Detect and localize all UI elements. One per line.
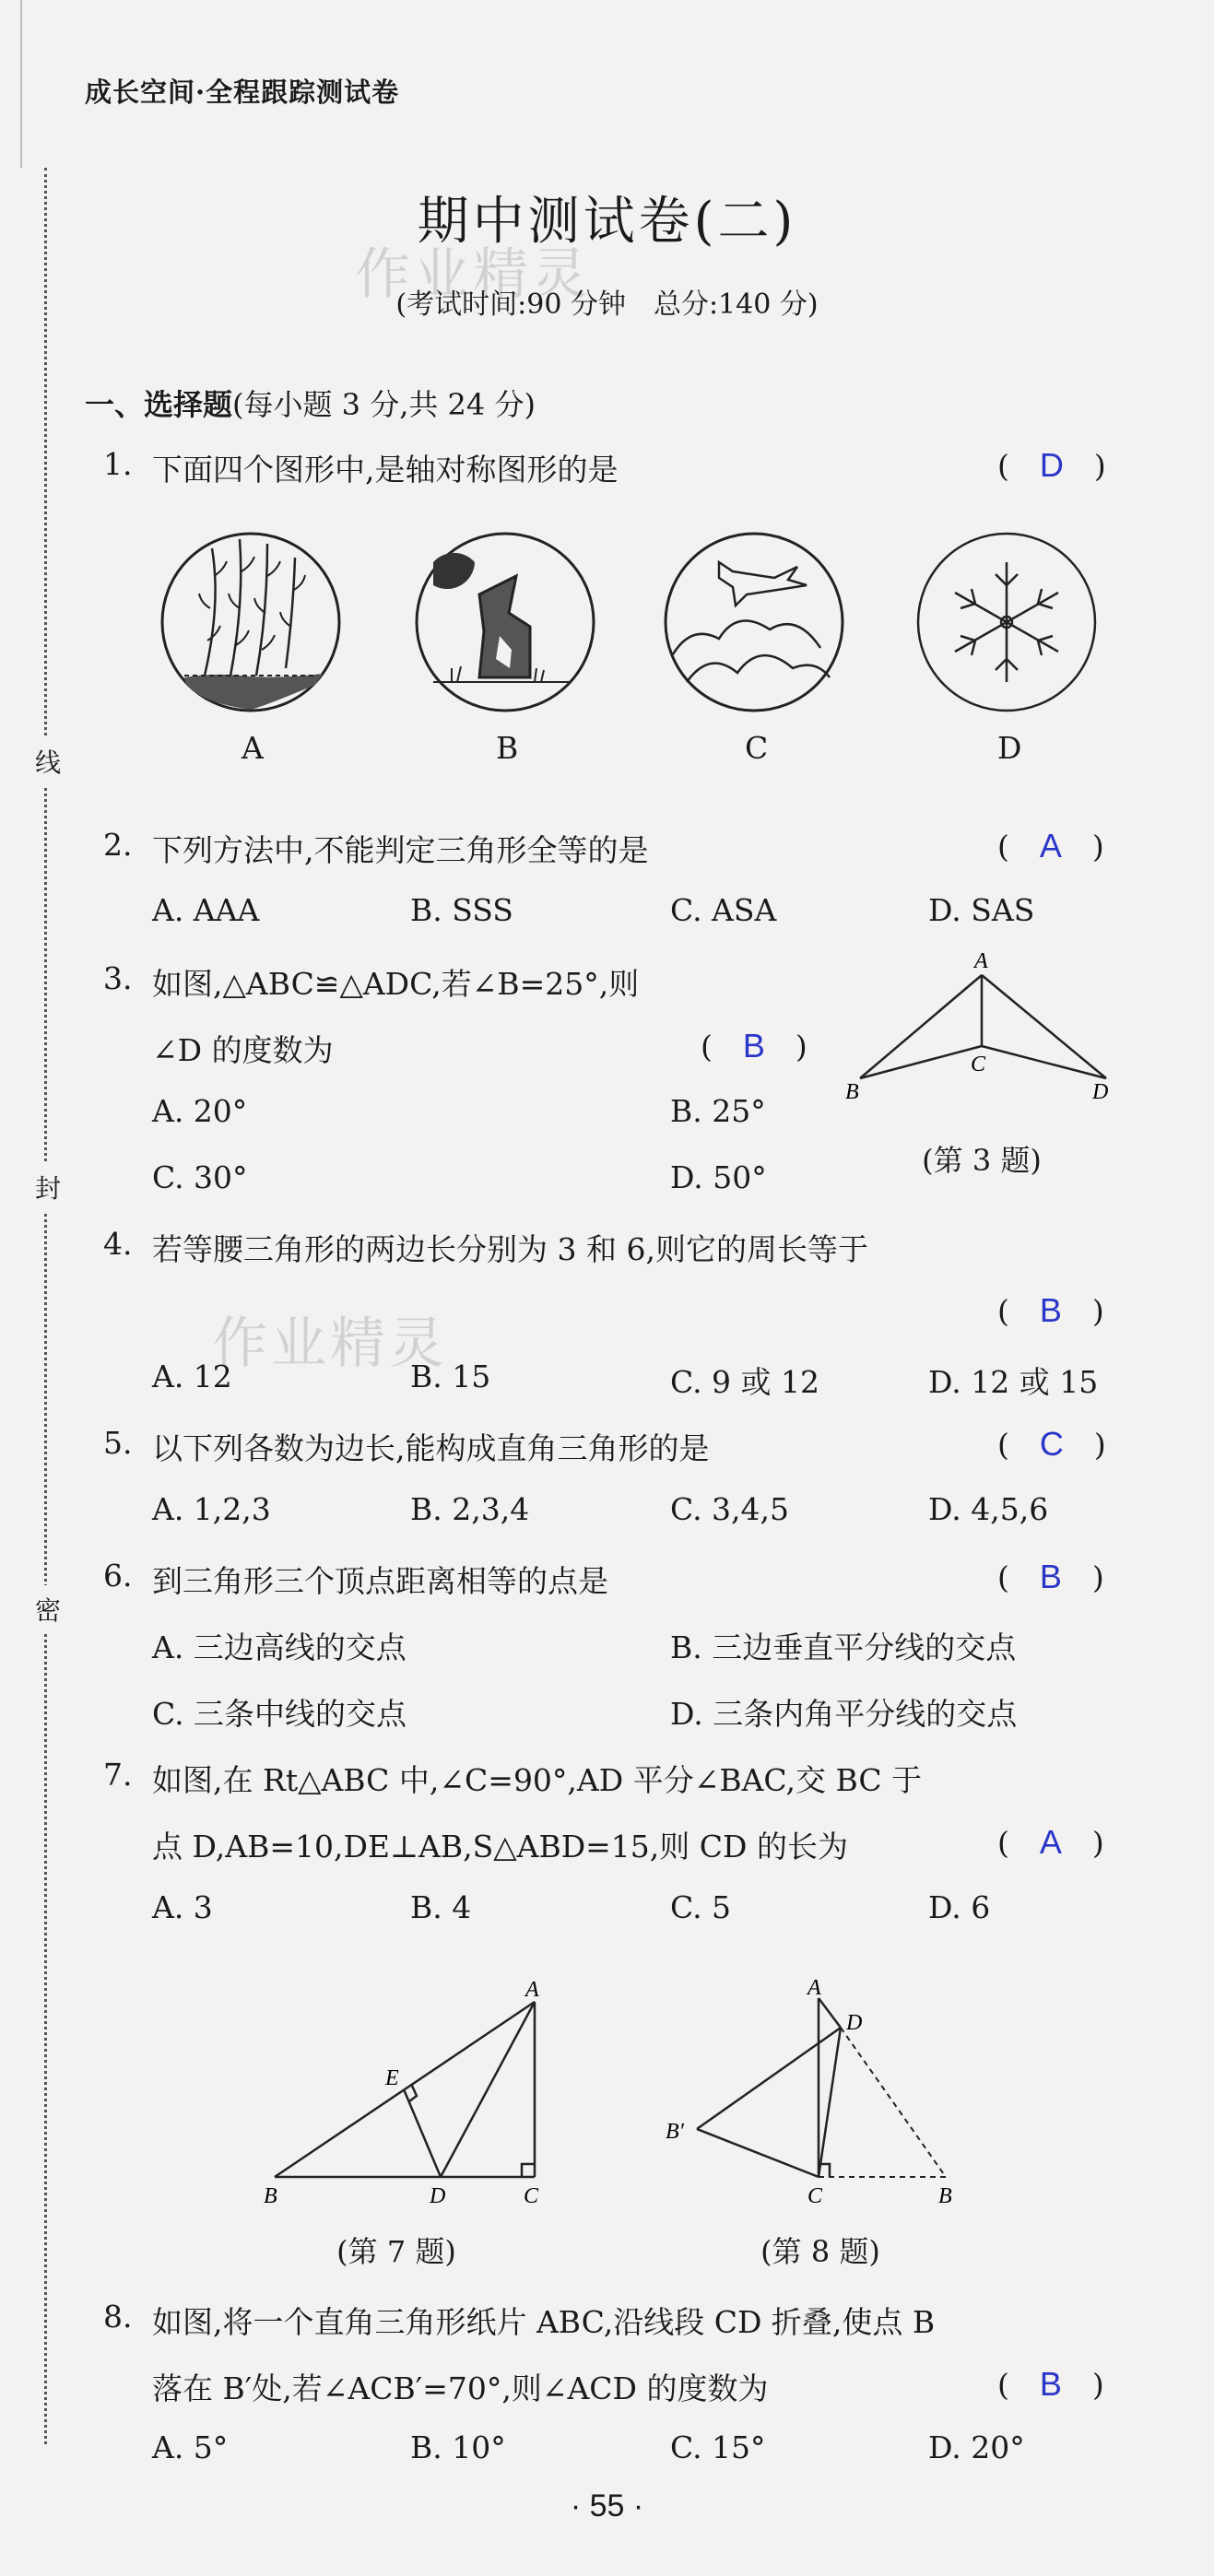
section-name: 一、选择题	[85, 387, 233, 422]
figure-b-house	[417, 534, 594, 711]
fig7-label-a: A	[525, 1978, 539, 2002]
q6-option-c: C. 三条中线的交点	[152, 1696, 407, 1732]
question-8-text-line1: 如图,将一个直角三角形纸片 ABC,沿线段 CD 折叠,使点 B	[152, 2304, 936, 2340]
section-heading	[85, 382, 536, 424]
q7-option-a: A. 3	[152, 1889, 213, 1925]
fig3-label-b: B	[845, 1080, 859, 1104]
fig3-label-a: A	[974, 949, 988, 973]
q8-option-b: B. 10°	[410, 2429, 506, 2465]
side-label-line: 线	[35, 737, 61, 785]
question-6-text: 到三角形三个顶点距离相等的点是	[152, 1563, 608, 1599]
fig7-label-c: C	[524, 2184, 539, 2208]
q1-option-c: C	[745, 730, 769, 766]
q7-figure	[249, 1972, 562, 2212]
exam-info: (考试时间:90 分钟 总分:140 分)	[395, 288, 819, 321]
question-2-answer: ( A )	[997, 827, 1104, 865]
figure-c-plane	[666, 534, 843, 711]
q4-option-c: C. 9 或 12	[670, 1364, 820, 1400]
q2-option-c: C. ASA	[670, 892, 777, 928]
question-2-text: 下列方法中,不能判定三角形全等的是	[152, 832, 649, 868]
question-8-number: 8.	[103, 2299, 133, 2335]
watermark-2: 作业精灵	[212, 1312, 448, 1374]
cut-line	[44, 168, 47, 2444]
fig8-label-c: C	[807, 2184, 823, 2208]
page-title: 期中测试卷(二)	[417, 192, 797, 252]
q7-option-c: C. 5	[670, 1889, 732, 1925]
answer-letter: B	[742, 1027, 765, 1065]
q7-option-d: D. 6	[928, 1889, 991, 1925]
q8-figure-caption: (第 8 题)	[760, 2234, 880, 2269]
fig7-label-e: E	[385, 2066, 399, 2090]
q8-option-a: A. 5°	[152, 2429, 229, 2465]
question-6-number: 6.	[103, 1558, 133, 1594]
question-6-answer: ( B )	[997, 1558, 1104, 1595]
question-3-text-line1: 如图,△ABC≌△ADC,若∠B=25°,则	[152, 966, 640, 1002]
question-7-answer: ( A )	[997, 1823, 1104, 1861]
fig3-label-d: D	[1092, 1080, 1109, 1104]
q5-option-b: B. 2,3,4	[410, 1491, 530, 1527]
q4-option-a: A. 12	[152, 1359, 232, 1394]
fig7-label-d: D	[430, 2184, 446, 2208]
binding-edge	[20, 0, 28, 168]
answer-letter: B	[1039, 1558, 1062, 1595]
q4-option-d: D. 12 或 15	[928, 1364, 1099, 1400]
answer-letter: A	[1039, 827, 1062, 865]
question-8-text-line2: 落在 B′处,若∠ACB′=70°,则∠ACD 的度数为	[152, 2370, 769, 2406]
question-1-number: 1.	[103, 446, 133, 482]
question-2-number: 2.	[103, 827, 133, 863]
q7-figure-caption: (第 7 题)	[336, 2234, 456, 2269]
answer-letter: B	[1039, 2365, 1062, 2403]
question-3-text-line2: ∠D 的度数为	[152, 1032, 334, 1068]
section-note: (每小题 3 分,共 24 分)	[232, 387, 536, 422]
q3-figure	[834, 940, 1129, 1124]
question-1-answer: ( D )	[997, 446, 1106, 484]
q3-option-d: D. 50°	[670, 1159, 767, 1195]
series-header: 成长空间·全程跟踪测试卷	[85, 76, 400, 108]
question-8-answer: ( B )	[997, 2365, 1104, 2403]
fig8-label-bprime: B′	[666, 2120, 684, 2144]
q6-option-a: A. 三边高线的交点	[152, 1629, 407, 1665]
q7-option-b: B. 4	[410, 1889, 472, 1925]
question-5-text: 以下列各数为边长,能构成直角三角形的是	[152, 1430, 710, 1466]
question-5-answer: ( C )	[997, 1425, 1106, 1463]
answer-letter: D	[1039, 446, 1064, 484]
q4-option-b: B. 15	[410, 1359, 491, 1394]
fig3-label-c: C	[971, 1053, 986, 1076]
question-1-text: 下面四个图形中,是轴对称图形的是	[152, 452, 619, 488]
watermark: 作业精灵	[355, 243, 591, 305]
side-label-seal: 封	[35, 1163, 61, 1211]
q2-option-d: D. SAS	[928, 892, 1035, 928]
answer-letter: B	[1039, 1291, 1062, 1329]
answer-letter: A	[1039, 1823, 1062, 1861]
q8-option-d: D. 20°	[928, 2429, 1025, 2465]
q1-option-a: A	[242, 730, 264, 766]
q2-option-b: B. SSS	[410, 892, 513, 928]
q1-option-d: D	[997, 730, 1022, 766]
fig8-label-b: B	[938, 2184, 952, 2208]
q3-option-c: C. 30°	[152, 1159, 248, 1195]
fig8-label-d: D	[846, 2011, 863, 2035]
page-number: · 55 ·	[570, 2488, 644, 2523]
q6-option-d: D. 三条内角平分线的交点	[670, 1696, 1018, 1732]
question-4-answer: ( B )	[997, 1291, 1104, 1329]
question-7-text-line1: 如图,在 Rt△ABC 中,∠C=90°,AD 平分∠BAC,交 BC 于	[152, 1762, 923, 1798]
q8-option-c: C. 15°	[670, 2429, 766, 2465]
q5-option-d: D. 4,5,6	[928, 1491, 1049, 1527]
q8-figure	[664, 1972, 977, 2212]
question-3-number: 3.	[103, 960, 133, 996]
q1-option-b: B	[496, 730, 519, 766]
q5-option-c: C. 3,4,5	[670, 1491, 790, 1527]
question-4-number: 4.	[103, 1226, 133, 1262]
figure-d-snowflake	[918, 534, 1095, 711]
fig8-label-a: A	[807, 1976, 821, 2000]
q3-option-b: B. 25°	[670, 1093, 766, 1129]
q1-figures	[157, 521, 1134, 714]
question-4-text: 若等腰三角形的两边长分别为 3 和 6,则它的周长等于	[152, 1231, 868, 1267]
answer-letter: C	[1039, 1425, 1064, 1463]
question-7-number: 7.	[103, 1757, 133, 1793]
fig7-label-b: B	[264, 2184, 277, 2208]
q5-option-a: A. 1,2,3	[152, 1491, 271, 1527]
q6-option-b: B. 三边垂直平分线的交点	[670, 1629, 1017, 1665]
side-label-secret: 密	[35, 1585, 61, 1633]
figure-a-willow	[162, 534, 339, 711]
question-3-answer: ( B )	[701, 1027, 807, 1065]
question-5-number: 5.	[103, 1425, 133, 1461]
q3-option-a: A. 20°	[152, 1093, 248, 1129]
q2-option-a: A. AAA	[152, 892, 260, 928]
question-7-text-line2: 点 D,AB=10,DE⊥AB,S△ABD=15,则 CD 的长为	[152, 1829, 848, 1864]
q3-figure-caption: (第 3 题)	[922, 1143, 1042, 1178]
